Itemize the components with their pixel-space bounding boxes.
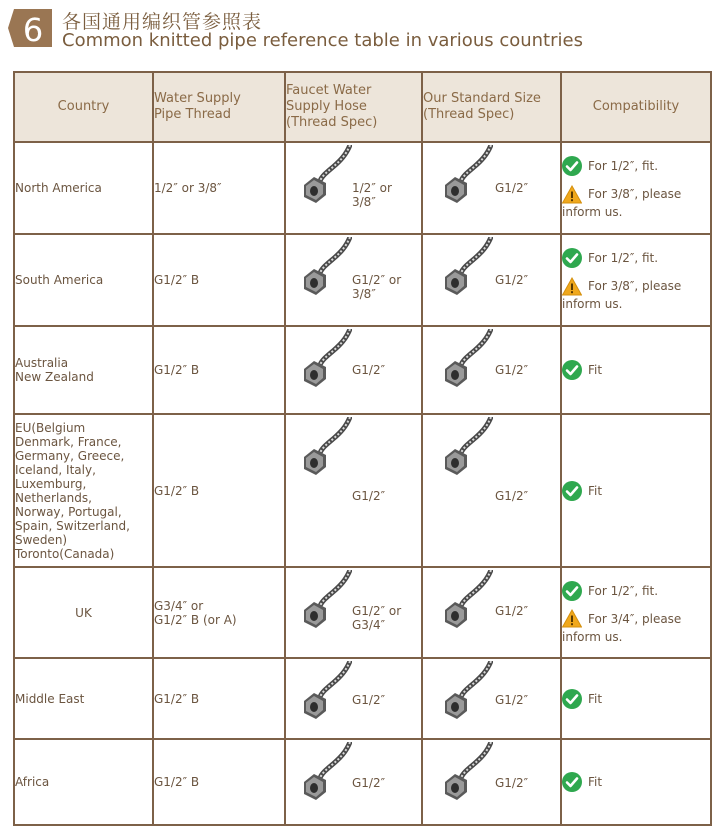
water-supply-cell: 1/2″ or 3/8″ xyxy=(153,142,285,234)
water-supply-cell: G1/2″ B xyxy=(153,414,285,567)
table-row xyxy=(14,234,711,326)
faucet-hose-spec: 1/2″ or 3/8″ xyxy=(352,181,392,209)
standard-size-spec: G1/2″ xyxy=(495,363,529,377)
fit-text: For 1/2″, fit. xyxy=(588,159,659,173)
header-water-supply: Water Supply Pipe Thread xyxy=(153,72,285,142)
standard-size-cell xyxy=(422,658,561,739)
braided-hose-icon xyxy=(441,417,493,477)
faucet-hose-cell xyxy=(285,658,422,739)
check-circle-icon xyxy=(562,689,582,709)
table-row xyxy=(14,739,711,825)
table-row xyxy=(14,567,711,658)
inform-note: inform us. xyxy=(562,205,623,219)
country-cell: Africa xyxy=(14,739,153,825)
title-chinese: 各国通用编织管参照表 xyxy=(62,11,263,33)
compatibility-cell xyxy=(561,739,711,825)
header-compatibility: Compatibility xyxy=(561,72,711,142)
braided-hose-icon xyxy=(300,417,352,477)
faucet-hose-spec: G1/2″ or 3/8″ xyxy=(352,273,402,301)
braided-hose-icon xyxy=(300,661,352,721)
compatibility-cell xyxy=(561,414,711,567)
standard-size-cell xyxy=(422,326,561,414)
fit-text: Fit xyxy=(588,775,603,789)
header-standard-size: Our Standard Size (Thread Spec) xyxy=(422,72,561,142)
check-circle-icon xyxy=(562,248,582,268)
standard-size-spec: G1/2″ xyxy=(495,181,529,195)
faucet-hose-cell xyxy=(285,142,422,234)
faucet-hose-cell xyxy=(285,414,422,567)
warning-text: For 3/8″, please xyxy=(588,187,682,201)
faucet-hose-spec: G1/2″ xyxy=(352,489,386,503)
section-number: 6 xyxy=(22,11,44,49)
table-row xyxy=(14,326,711,414)
faucet-hose-cell xyxy=(285,567,422,658)
standard-size-spec: G1/2″ xyxy=(495,489,529,503)
check-circle-icon xyxy=(562,581,582,601)
faucet-hose-spec: G1/2″ xyxy=(352,693,386,707)
water-supply-cell: G1/2″ B xyxy=(153,326,285,414)
fit-text: Fit xyxy=(588,691,603,706)
braided-hose-icon xyxy=(300,742,352,802)
compatibility-cell xyxy=(561,234,711,326)
header-faucet-hose: Faucet Water Supply Hose (Thread Spec) xyxy=(285,72,422,142)
fit-text: For 1/2″, fit. xyxy=(588,583,659,598)
faucet-hose-spec: G1/2″ xyxy=(352,776,386,790)
water-supply-cell: G1/2″ B xyxy=(153,658,285,739)
check-circle-icon xyxy=(562,360,582,380)
compatibility-cell xyxy=(561,658,711,739)
standard-size-cell xyxy=(422,414,561,567)
country-cell: North America xyxy=(14,142,153,234)
standard-size-cell xyxy=(422,142,561,234)
braided-hose-icon xyxy=(300,237,352,297)
compatibility-cell xyxy=(561,326,711,414)
compatibility-cell xyxy=(561,142,711,234)
warning-triangle-icon xyxy=(562,277,582,296)
water-supply-cell: G3/4″ or G1/2″ B (or A) xyxy=(153,567,285,658)
fit-text: Fit xyxy=(588,363,603,377)
country-cell: EU(Belgium Denmark, France, Germany, Greece, Iceland, Italy, Luxemburg, Netherlands, Norway, Portugal, Spain, Switzerland, Sweden) Toronto(Canada) xyxy=(14,414,153,567)
title-english: Common knitted pipe reference table in various countries xyxy=(62,30,583,51)
standard-size-cell xyxy=(422,234,561,326)
country-cell: Middle East xyxy=(14,658,153,739)
water-supply-cell: G1/2″ B xyxy=(153,234,285,326)
standard-size-cell xyxy=(422,739,561,825)
braided-hose-icon xyxy=(441,661,493,721)
faucet-hose-spec: G1/2″ or G3/4″ xyxy=(352,604,402,632)
faucet-hose-spec: G1/2″ xyxy=(352,363,386,377)
table-header-row xyxy=(14,72,711,142)
inform-note: inform us. xyxy=(562,297,623,311)
fit-text: For 1/2″, fit. xyxy=(588,251,659,265)
standard-size-spec: G1/2″ xyxy=(495,273,529,287)
warning-text: For 3/4″, please xyxy=(588,611,682,626)
braided-hose-icon xyxy=(300,570,352,630)
fit-text: Fit xyxy=(588,483,603,498)
check-circle-icon xyxy=(562,481,582,501)
faucet-hose-cell xyxy=(285,326,422,414)
warning-text: For 3/8″, please xyxy=(588,279,682,293)
braided-hose-icon xyxy=(441,237,493,297)
braided-hose-icon xyxy=(441,570,493,630)
warning-triangle-icon xyxy=(562,609,582,628)
table-row xyxy=(14,658,711,739)
country-cell: South America xyxy=(14,234,153,326)
compatibility-cell xyxy=(561,567,711,658)
header-country: Country xyxy=(14,72,153,142)
country-cell: Australia New Zealand xyxy=(14,326,153,414)
warning-triangle-icon xyxy=(562,185,582,204)
braided-hose-icon xyxy=(441,329,493,389)
check-circle-icon xyxy=(562,156,582,176)
reference-table xyxy=(13,71,712,826)
water-supply-cell: G1/2″ B xyxy=(153,739,285,825)
braided-hose-icon xyxy=(300,145,352,205)
faucet-hose-cell xyxy=(285,234,422,326)
standard-size-spec: G1/2″ xyxy=(495,693,529,707)
standard-size-spec: G1/2″ xyxy=(495,776,529,790)
inform-note: inform us. xyxy=(562,629,623,644)
country-cell: UK xyxy=(14,567,153,658)
standard-size-spec: G1/2″ xyxy=(495,604,529,618)
braided-hose-icon xyxy=(441,145,493,205)
standard-size-cell xyxy=(422,567,561,658)
check-circle-icon xyxy=(562,772,582,792)
section-number-badge xyxy=(8,7,54,49)
faucet-hose-cell xyxy=(285,739,422,825)
braided-hose-icon xyxy=(300,329,352,389)
braided-hose-icon xyxy=(441,742,493,802)
table-row xyxy=(14,414,711,567)
table-row xyxy=(14,142,711,234)
